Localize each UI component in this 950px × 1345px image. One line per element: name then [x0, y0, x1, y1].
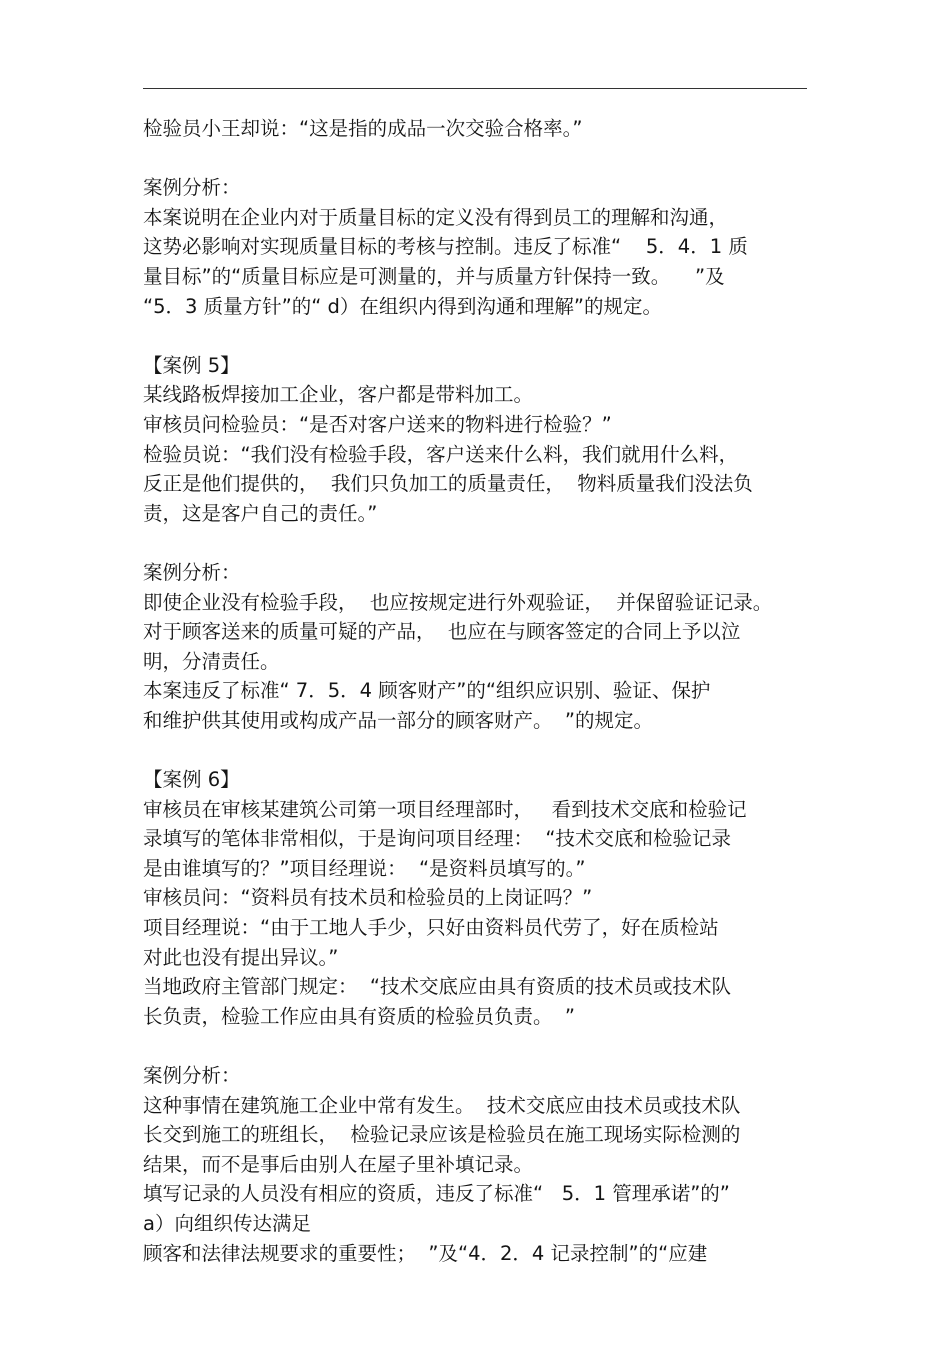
text-line: 本案说明在企业内对于质量目标的定义没有得到员工的理解和沟通，	[143, 205, 729, 229]
text-line: 和维护供其使用或构成产品一部分的顾客财产。 ”的规定。	[143, 708, 653, 732]
text-line: “5．3 质量方针”的“ d）在组织内得到沟通和理解”的规定。	[143, 294, 662, 318]
text-line: 责，这是客户自己的责任。”	[143, 501, 378, 525]
text-line: 量目标”的“质量目标应是可测量的，并与质量方针保持一致。 ”及	[143, 264, 725, 288]
case-heading: 【案例 5】	[143, 353, 240, 377]
text-line: 审核员在审核某建筑公司第一项目经理部时， 看到技术交底和检验记	[143, 797, 747, 821]
text-line: 填写记录的人员没有相应的资质，违反了标准“ 5．1 管理承诺”的”	[143, 1182, 730, 1206]
paragraph-gap	[143, 1031, 823, 1061]
text-line: 长负责，检验工作应由具有资质的检验员负责。 ”	[143, 1004, 575, 1028]
section-heading: 案例分析：	[143, 1064, 241, 1087]
text-line: 这种事情在建筑施工企业中常有发生。 技术交底应由技术员或技术队	[143, 1093, 741, 1117]
text-line: 项目经理说：“由于工地人手少，只好由资料员代劳了，好在质检站	[143, 916, 719, 940]
text-line: 本案违反了标准“ 7．5．4 顾客财产”的“组织应识别、验证、保护	[143, 679, 711, 703]
paragraph-gap	[143, 144, 823, 174]
case-heading: 【案例 6】	[143, 768, 240, 792]
text-line: 对于顾客送来的质量可疑的产品， 也应在与顾客签定的合同上予以泣	[143, 620, 741, 644]
text-line: 当地政府主管部门规定： “技术交底应由具有资质的技术员或技术队	[143, 975, 731, 999]
paragraph-gap	[143, 528, 823, 558]
text-line: 检验员说：“我们没有检验手段，客户送来什么料，我们就用什么料，	[143, 442, 739, 466]
text-line: 审核员问：“资料员有技术员和检验员的上岗证吗？”	[143, 886, 593, 910]
text-line: 明，分清责任。	[143, 649, 280, 673]
section-heading: 案例分析：	[143, 176, 241, 200]
text-line: 审核员问检验员：“是否对客户送来的物料进行检验？”	[143, 412, 612, 436]
text-line: 结果，而不是事后由别人在屋子里补填记录。	[143, 1152, 534, 1176]
paragraph-gap	[143, 735, 823, 765]
paragraph-gap	[143, 321, 823, 351]
header-rule	[143, 88, 807, 89]
section-heading: 案例分析：	[143, 560, 241, 584]
text-line: 反正是他们提供的， 我们只负加工的质量责任， 物料质量我们没法负	[143, 472, 753, 496]
text-line: 这势必影响对实现质量目标的考核与控制。违反了标准“ 5．4．1 质	[143, 235, 748, 259]
text-line: 即使企业没有检验手段， 也应按规定进行外观验证， 并保留验证记录。	[143, 590, 773, 614]
document-body	[143, 114, 823, 1268]
text-line: 检验员小王却说：“这是指的成品一次交验合格率。”	[143, 117, 583, 140]
text-line: a）向组织传达满足	[143, 1211, 311, 1235]
text-line: 录填写的笔体非常相似，于是询问项目经理： “技术交底和检验记录	[143, 827, 731, 851]
text-line: 是由谁填写的？”项目经理说： “是资料员填写的。”	[143, 856, 586, 880]
text-line: 对此也没有提出异议。”	[143, 945, 339, 969]
text-line: 长交到施工的班组长， 检验记录应该是检验员在施工现场实际检测的	[143, 1123, 741, 1147]
text-line: 顾客和法律法规要求的重要性； ”及“4．2．4 记录控制”的“应建	[143, 1241, 708, 1265]
text-line: 某线路板焊接加工企业，客户都是带料加工。	[143, 383, 534, 407]
